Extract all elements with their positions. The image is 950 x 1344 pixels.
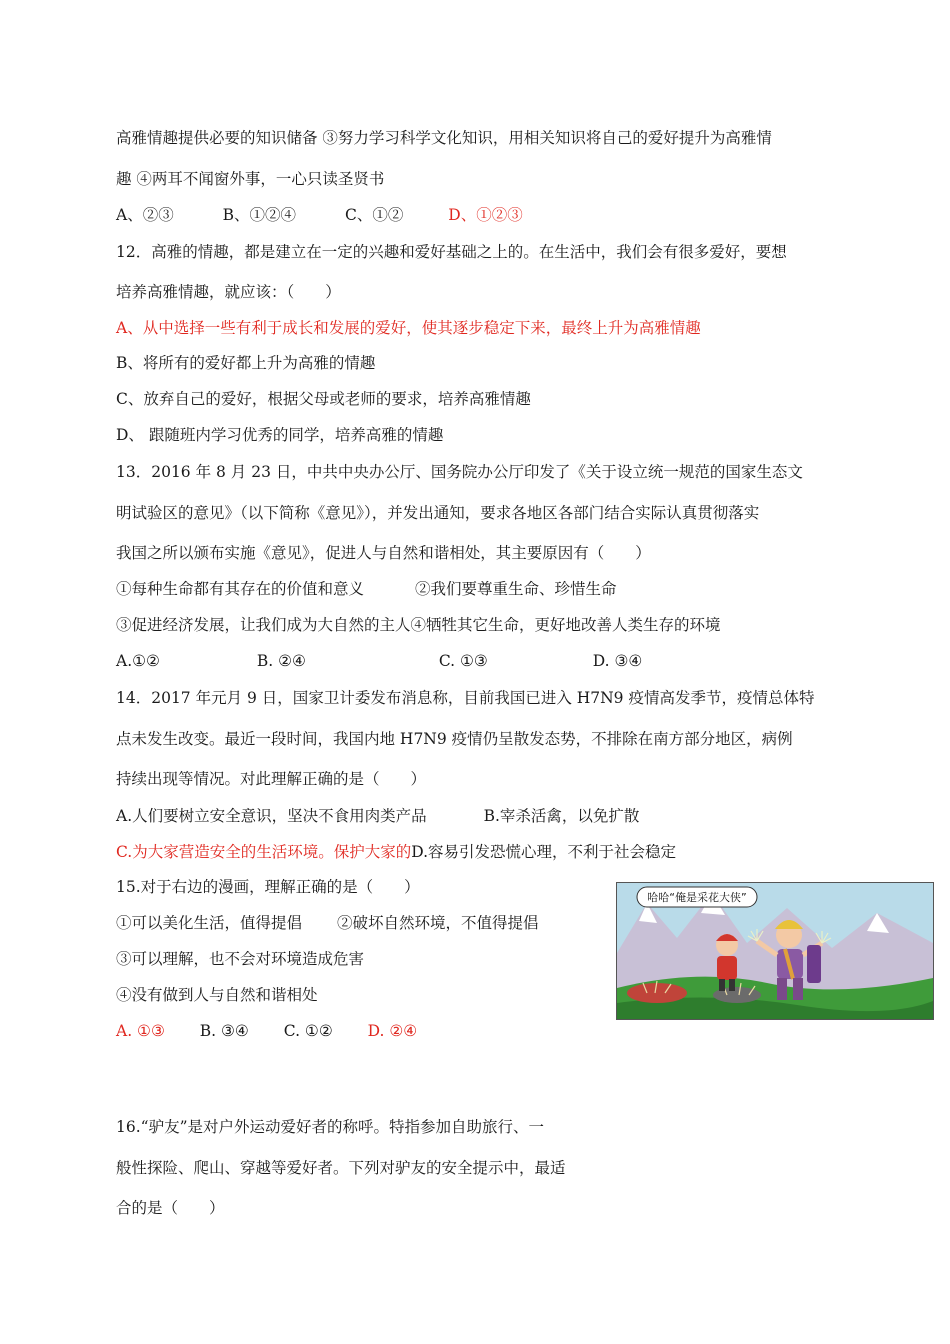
q15-items-1-2 (116, 913, 538, 933)
q15-line1: 15.对于右边的漫画，理解正确的是（ ） (116, 878, 420, 896)
q12-line1: 12．高雅的情趣，都是建立在一定的兴趣和爱好基础之上的。在生活中，我们会有很多爱好，要想 (116, 243, 787, 261)
q13-item-1: ①每种生命都有其存在的价值和意义 (116, 580, 365, 598)
q14-option-a: A.人们要树立安全意识，坚决不食用肉类产品 (116, 807, 427, 825)
q13-items-3-4: ③促进经济发展，让我们成为大自然的主人④牺牲其它生命，更好地改善人类生存的环境 (116, 616, 721, 634)
q14-options-ab (116, 806, 639, 826)
q13-items-1-2 (116, 579, 616, 599)
q14-option-d: D.容易引发恐慌心理，不利于社会稳定 (411, 843, 677, 861)
q12-option-a: A、从中选择一些有利于成长和发展的爱好，使其逐步稳定下来，最终上升为高雅情趣 (116, 319, 701, 337)
q15-item-1: ①可以美化生活，值得提倡 (116, 914, 303, 932)
q13-line3: 我国之所以颁布实施《意见》，促进人与自然和谐相处，其主要原因有（ ） (116, 544, 651, 562)
q16-line1: 16.“驴友”是对户外运动爱好者的称呼。特指参加自助旅行、一 (116, 1118, 545, 1136)
q14-line3: 持续出现等情况。对此理解正确的是（ ） (116, 770, 427, 788)
q13-item-2: ②我们要尊重生命、珍惜生命 (414, 580, 617, 598)
q14-option-b: B.宰杀活禽，以免扩散 (483, 807, 640, 825)
q15-option-c: C. ①② (283, 1022, 333, 1040)
q15-option-d: D. ②④ (367, 1022, 418, 1040)
q13-line1: 13．2016 年 8 月 23 日，中共中央办公厅、国务院办公厅印发了《关于设立统一规范的国家生态文 (116, 463, 803, 481)
q14-options-cd (116, 842, 676, 862)
q14-line2: 点未发生改变。最近一段时间，我国内地 H7N9 疫情仍呈散发态势，不排除在南方部分地区，病例 (116, 730, 793, 748)
q15-item-3: ③可以理解，也不会对环境造成危害 (116, 950, 365, 968)
q12-option-c: C、放弃自己的爱好，根据父母或老师的要求，培养高雅情趣 (116, 390, 531, 408)
q11-options (116, 205, 523, 225)
q16-line2: 般性探险、爬山、穿越等爱好者。下列对驴友的安全提示中，最适 (116, 1159, 566, 1177)
q15-options (116, 1021, 417, 1041)
q11-option-c: C、①② (344, 206, 404, 224)
q13-option-b: B. ②④ (256, 652, 306, 670)
q11-option-d: D、①②③ (448, 206, 523, 224)
q13-option-c: C. ①③ (438, 652, 488, 670)
cartoon-illustration (617, 883, 933, 1019)
cartoon-caption: 哈哈“俺是采花大侠” (647, 891, 747, 904)
q14-line1: 14．2017 年元月 9 日，国家卫计委发布消息称，目前我国已进入 H7N9 疫情高发季节，疫情总体特 (116, 689, 815, 707)
q11-option-b: B、①②④ (222, 206, 297, 224)
q16-line3: 合的是（ ） (116, 1199, 225, 1217)
q14-option-c: C.为大家营造安全的生活环境。保护大家的 (116, 843, 412, 861)
q13-option-a: A.①② (116, 652, 160, 670)
q11-line2: 趣 ④两耳不闻窗外事，一心只读圣贤书 (116, 170, 385, 188)
q15-item-2: ②破坏自然环境，不值得提倡 (336, 914, 539, 932)
q13-options (116, 651, 642, 671)
flower-picking-cartoon (616, 882, 934, 1020)
q12-line2: 培养高雅情趣，就应该：（ ） (116, 283, 341, 301)
q13-line2: 明试验区的意见》（以下简称《意见》），并发出通知，要求各地区各部门结合实际认真贯彻落实 (116, 504, 760, 522)
q13-option-d: D. ③④ (592, 652, 643, 670)
q12-option-d: D、 跟随班内学习优秀的同学，培养高雅的情趣 (116, 426, 444, 444)
q11-option-a: A、②③ (116, 206, 174, 224)
q11-line1: 高雅情趣提供必要的知识储备 ③努力学习科学文化知识，用相关知识将自己的爱好提升为高雅情 (116, 129, 772, 147)
q15-item-4: ④没有做到人与自然和谐相处 (116, 986, 318, 1004)
q15-option-b: B. ③④ (199, 1022, 249, 1040)
q15-option-a: A. ①③ (116, 1022, 165, 1040)
q12-option-b: B、将所有的爱好都上升为高雅的情趣 (116, 354, 376, 372)
